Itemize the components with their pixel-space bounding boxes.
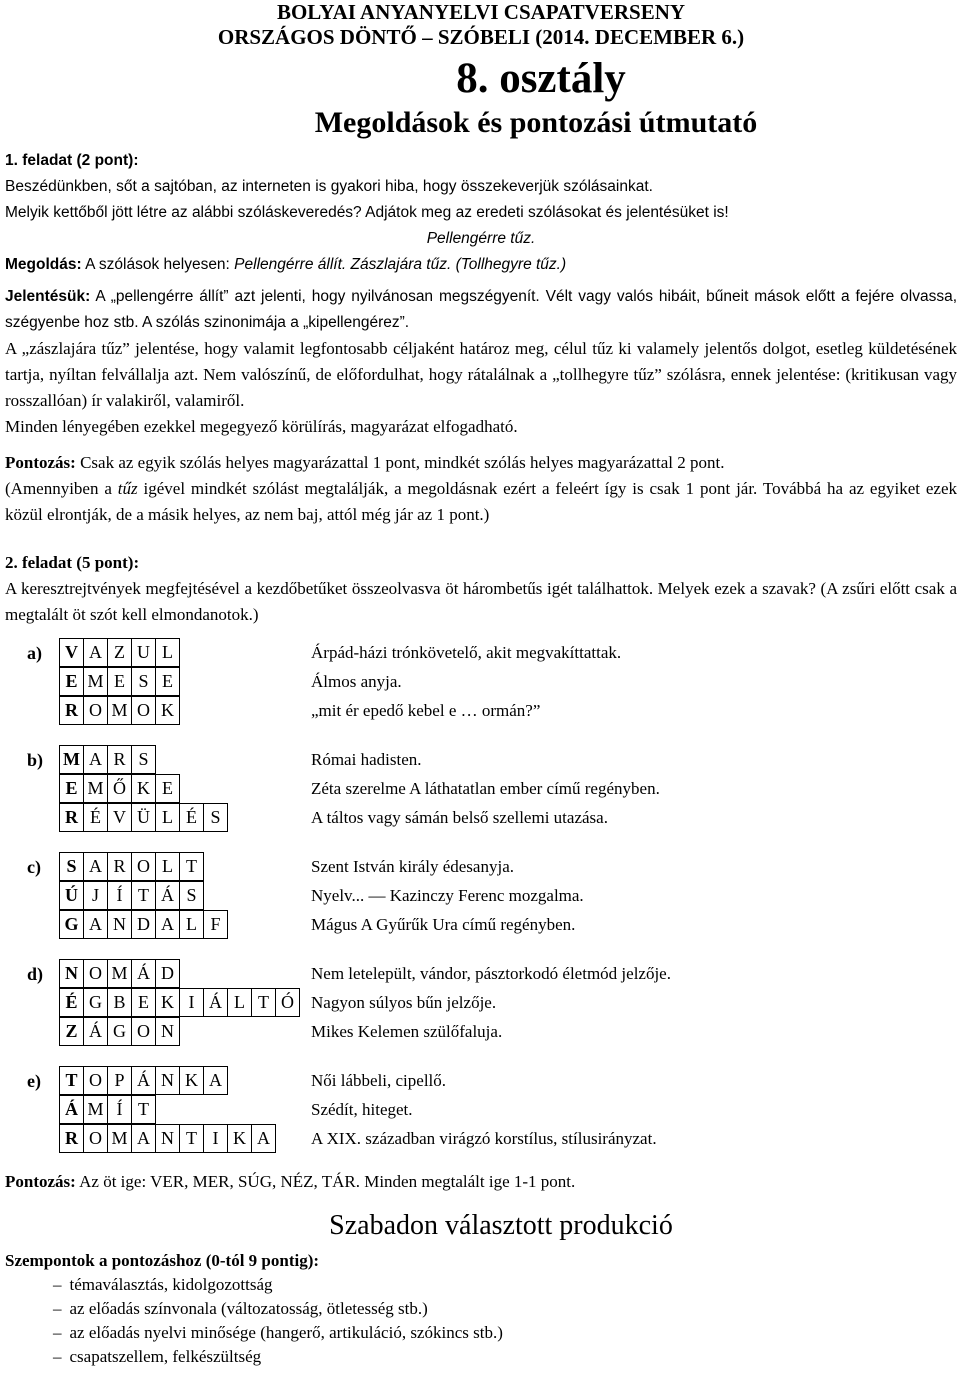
crossword-group xyxy=(27,852,957,939)
crossword-cell: U xyxy=(131,638,156,667)
crossword-cell: M xyxy=(107,1124,132,1153)
crossword-cell: R xyxy=(107,852,132,881)
crossword-cell: A xyxy=(83,638,108,667)
crossword-cell: Z xyxy=(107,638,132,667)
criteria-item: – témaválasztás, kidolgozottság xyxy=(53,1273,957,1297)
crossword-row xyxy=(27,910,957,939)
crossword-initial-cell: T xyxy=(59,1066,84,1095)
crossword-cell: E xyxy=(155,667,180,696)
crossword-cells xyxy=(59,1066,307,1095)
crossword-cells xyxy=(59,696,307,725)
crossword-cell: J xyxy=(83,881,108,910)
crossword-initial-cell: V xyxy=(59,638,84,667)
task1-meaning-2: A „zászlajára tűz” jelentése, hogy valamit legfontosabb céljaként határoz meg, célul tűz ki valamely jelentős dolgot, esetleg küldetésének tartja, nyíltan felvállalja azt. Nem valószínű, de előfordulhat, hogy rátalálnak a „tollhegyre tűz” szólásra, ennek jelentése: (kritikusan vagy rosszallóan) ír valakiről, valamiről. xyxy=(5,339,957,410)
crossword-cell: K xyxy=(227,1124,252,1153)
crossword-cell: G xyxy=(83,988,108,1017)
criteria-item: – az előadás nyelvi minősége (hangerő, artikuláció, szókincs stb.) xyxy=(53,1321,957,1345)
crossword-cell: L xyxy=(155,803,180,832)
crossword-clue: Árpád-házi trónkövetelő, akit megvakíttattak. xyxy=(311,642,622,662)
crossword-row xyxy=(27,988,957,1017)
scoring-text: Csak az egyik szólás helyes magyarázattal 1 pont, mindkét szólás helyes magyarázattal 2 pont. xyxy=(80,453,725,472)
solutions-heading: Megoldások és pontozási útmutató xyxy=(314,106,758,139)
crossword-cell: N xyxy=(107,910,132,939)
crossword-initial-cell: Ú xyxy=(59,881,84,910)
crossword-cells xyxy=(59,1017,307,1046)
task1-solution xyxy=(5,252,957,278)
task2-scoring xyxy=(5,1169,957,1195)
crossword-cell: M xyxy=(83,1095,108,1124)
crossword-cell: S xyxy=(131,667,156,696)
crossword-cell: Á xyxy=(131,959,156,988)
crossword-clue: Szent István király édesanyja. xyxy=(311,856,514,876)
crossword-cell: N xyxy=(155,1066,180,1095)
crossword-cell: T xyxy=(179,852,204,881)
crossword-cell: A xyxy=(251,1124,276,1153)
crossword-cell: Ő xyxy=(107,774,132,803)
crossword-row xyxy=(27,959,957,988)
crossword-cell: O xyxy=(83,959,108,988)
crossword-cell: A xyxy=(83,852,108,881)
solution-text: A szólások helyesen: xyxy=(85,256,235,273)
crossword-cells xyxy=(59,638,307,667)
crossword-initial-cell: E xyxy=(59,774,84,803)
task2-title: 2. feladat (5 pont): xyxy=(5,553,140,572)
crossword-cell: O xyxy=(83,1124,108,1153)
task1-continued xyxy=(5,336,957,528)
scoring-label: Pontozás: xyxy=(5,453,76,472)
crossword-cell: S xyxy=(203,803,228,832)
group-label: b) xyxy=(27,749,44,770)
crossword-cells xyxy=(59,1095,307,1124)
crossword-cell: D xyxy=(131,910,156,939)
criteria-item: – csapatszellem, felkészültség xyxy=(53,1345,957,1369)
crossword-row xyxy=(27,1095,957,1124)
task2-intro: A keresztrejtvények megfejtésével a kezdőbetűket összeolvasva öt hárombetűs igét találhattok. Melyek ezek a szavak? (A zsűri előtt csak a megtalált öt szót kell elmondanotok.) xyxy=(5,579,957,624)
crossword-clue: Nem letelepült, vándor, pásztorkodó életmód jelzője. xyxy=(311,963,671,983)
crossword-cell: K xyxy=(155,696,180,725)
crossword-initial-cell: É xyxy=(59,988,84,1017)
crossword-initial-cell: Á xyxy=(59,1095,84,1124)
crossword-clue: A táltos vagy sámán belső szellemi utazása. xyxy=(311,807,608,827)
group-label: c) xyxy=(27,856,41,877)
crossword-clue: Női lábbeli, cipellő. xyxy=(311,1070,447,1090)
crossword-cell: A xyxy=(131,1124,156,1153)
crossword-puzzles xyxy=(27,638,957,1153)
crossword-cell: L xyxy=(155,852,180,881)
crossword-cell: É xyxy=(179,803,204,832)
scoring-note-part2: igével mindkét szólást megtalálják, a megoldásnak ezért a feleért így is csak 1 pont jár. Továbbá ha az egyiket ezek közül elrontják, de a másik helyes, az nem baj, attól még jár az 1 pont.) xyxy=(5,479,957,524)
task1-intro-1: Beszédünkben, sőt a sajtóban, az interneten is gyakori hiba, hogy összekeverjük szólásainkat. xyxy=(5,178,653,195)
crossword-cell: Á xyxy=(131,1066,156,1095)
crossword-cell: Í xyxy=(107,881,132,910)
crossword-row xyxy=(27,881,957,910)
crossword-cell: T xyxy=(131,1095,156,1124)
crossword-cell: A xyxy=(203,1066,228,1095)
grade-heading: 8. osztály xyxy=(456,55,626,102)
crossword-cell: I xyxy=(203,1124,228,1153)
crossword-cell: Á xyxy=(83,1017,108,1046)
crossword-cell: O xyxy=(83,696,108,725)
task1-example: Pellengérre tűz. xyxy=(426,230,536,247)
scoring-note-italic: tűz xyxy=(117,479,138,498)
crossword-cell: Á xyxy=(203,988,228,1017)
crossword-cells xyxy=(59,881,307,910)
crossword-initial-cell: R xyxy=(59,696,84,725)
criteria-list xyxy=(53,1273,957,1369)
crossword-initial-cell: Z xyxy=(59,1017,84,1046)
task1-scoring xyxy=(5,450,957,476)
crossword-initial-cell: E xyxy=(59,667,84,696)
competition-subtitle: ORSZÁGOS DÖNTŐ – SZÓBELI (2014. DECEMBER 6.) xyxy=(217,25,745,49)
document-page xyxy=(5,0,957,1369)
crossword-initial-cell: R xyxy=(59,803,84,832)
crossword-cell: O xyxy=(131,852,156,881)
task1-meaning xyxy=(5,284,957,336)
meaning-label: Jelentésük: xyxy=(5,288,91,305)
crossword-cell: D xyxy=(155,959,180,988)
crossword-cell: T xyxy=(131,881,156,910)
task2-section xyxy=(5,550,957,1195)
group-label: d) xyxy=(27,963,44,984)
crossword-row xyxy=(27,852,957,881)
crossword-cells xyxy=(59,745,307,774)
crossword-clue: Mágus A Gyűrűk Ura című regényben. xyxy=(311,914,576,934)
task1-scoring-note xyxy=(5,476,957,528)
crossword-cell: E xyxy=(131,988,156,1017)
crossword-clue: Álmos anyja. xyxy=(311,671,402,691)
crossword-cell: E xyxy=(155,774,180,803)
task1-intro-2: Melyik kettőből jött létre az alábbi szóláskeveredés? Adjátok meg az eredeti szólásokat és jelentésüket is! xyxy=(5,204,729,221)
crossword-row xyxy=(27,696,957,725)
crossword-cell: K xyxy=(155,988,180,1017)
crossword-cell: M xyxy=(107,696,132,725)
crossword-cell: O xyxy=(83,1066,108,1095)
crossword-cells xyxy=(59,959,307,988)
crossword-cell: I xyxy=(179,988,204,1017)
crossword-cell: L xyxy=(179,910,204,939)
crossword-cells xyxy=(59,988,307,1017)
crossword-clue: A XIX. században virágzó korstílus, stílusirányzat. xyxy=(311,1128,657,1148)
task1-accept: Minden lényegében ezekkel megegyező körülírás, magyarázat elfogadható. xyxy=(5,417,518,436)
crossword-cells xyxy=(59,803,307,832)
crossword-row xyxy=(27,1017,957,1046)
crossword-clue: Zéta szerelme A láthatatlan ember című regényben. xyxy=(311,778,660,798)
crossword-cell: N xyxy=(155,1124,180,1153)
crossword-row xyxy=(27,774,957,803)
task1-section xyxy=(5,148,957,336)
crossword-clue: Nagyon súlyos bűn jelzője. xyxy=(311,992,497,1012)
crossword-cell: A xyxy=(83,745,108,774)
competition-title: BOLYAI ANYANYELVI CSAPATVERSENY xyxy=(276,0,686,24)
crossword-cells xyxy=(59,852,307,881)
task2-scoring-text: Az öt ige: VER, MER, SÚG, NÉZ, TÁR. Minden megtalált ige 1-1 pont. xyxy=(79,1172,576,1191)
crossword-cell: E xyxy=(107,667,132,696)
crossword-cells xyxy=(59,774,307,803)
crossword-cell: B xyxy=(107,988,132,1017)
crossword-initial-cell: N xyxy=(59,959,84,988)
crossword-cell: L xyxy=(155,638,180,667)
crossword-cell: L xyxy=(227,988,252,1017)
solution-label: Megoldás: xyxy=(5,256,82,273)
crossword-row xyxy=(27,803,957,832)
crossword-cell: K xyxy=(131,774,156,803)
crossword-row xyxy=(27,1124,957,1153)
crossword-cell: F xyxy=(203,910,228,939)
crossword-cell: O xyxy=(131,1017,156,1046)
crossword-cell: Á xyxy=(155,881,180,910)
crossword-clue: Római hadisten. xyxy=(311,749,422,769)
crossword-initial-cell: R xyxy=(59,1124,84,1153)
crossword-cell: N xyxy=(155,1017,180,1046)
crossword-cells xyxy=(59,910,307,939)
crossword-cell: Ü xyxy=(131,803,156,832)
crossword-cell: S xyxy=(131,745,156,774)
crossword-row xyxy=(27,667,957,696)
task2-scoring-label: Pontozás: xyxy=(5,1172,76,1191)
crossword-cell: S xyxy=(179,881,204,910)
crossword-initial-cell: M xyxy=(59,745,84,774)
meaning-text: A „pellengérre állít” azt jelenti, hogy nyilvánosan megszégyenít. Vélt vagy valós hibáit, bűneit mások előtt a fejére olvassa, szégyenbe hoz stb. A szólás szinonimája a „kipellengérez”. xyxy=(5,288,957,331)
crossword-row xyxy=(27,1066,957,1095)
crossword-row xyxy=(27,745,957,774)
crossword-cells xyxy=(59,667,307,696)
crossword-cell: A xyxy=(83,910,108,939)
crossword-cell: M xyxy=(83,667,108,696)
crossword-cell: R xyxy=(107,745,132,774)
group-label: e) xyxy=(27,1070,41,1091)
crossword-cell: É xyxy=(83,803,108,832)
crossword-cell: Ó xyxy=(275,988,300,1017)
crossword-cell: O xyxy=(131,696,156,725)
group-label: a) xyxy=(27,642,42,663)
criteria-item: – az előadás színvonala (változatosság, ötletesség stb.) xyxy=(53,1297,957,1321)
crossword-cell: K xyxy=(179,1066,204,1095)
crossword-group xyxy=(27,745,957,832)
criteria-title: Szempontok a pontozáshoz (0-tól 9 pontig): xyxy=(5,1251,320,1270)
crossword-cells xyxy=(59,1124,307,1153)
crossword-group xyxy=(27,959,957,1046)
crossword-row xyxy=(27,638,957,667)
crossword-initial-cell: S xyxy=(59,852,84,881)
crossword-cell: V xyxy=(107,803,132,832)
crossword-cell: G xyxy=(107,1017,132,1046)
crossword-cell: M xyxy=(83,774,108,803)
crossword-cell: Í xyxy=(107,1095,132,1124)
crossword-cell: T xyxy=(251,988,276,1017)
crossword-clue: Nyelv... — Kazinczy Ferenc mozgalma. xyxy=(311,885,584,905)
crossword-group xyxy=(27,1066,957,1153)
crossword-cell: P xyxy=(107,1066,132,1095)
crossword-cell: M xyxy=(107,959,132,988)
crossword-cell: T xyxy=(179,1124,204,1153)
crossword-cell: A xyxy=(155,910,180,939)
crossword-clue: „mit ér epedő kebel e … ormán?” xyxy=(311,700,541,720)
solution-italic: Pellengérre állít. Zászlajára tűz. (Tollhegyre tűz.) xyxy=(234,256,567,273)
crossword-group xyxy=(27,638,957,725)
task1-title: 1. feladat (2 pont): xyxy=(5,152,139,169)
crossword-clue: Mikes Kelemen szülőfaluja. xyxy=(311,1021,503,1041)
crossword-initial-cell: G xyxy=(59,910,84,939)
crossword-clue: Szédít, hiteget. xyxy=(311,1099,413,1119)
scoring-note-part1: (Amennyiben a xyxy=(5,479,118,498)
free-production-heading: Szabadon választott produkció xyxy=(329,1210,673,1241)
